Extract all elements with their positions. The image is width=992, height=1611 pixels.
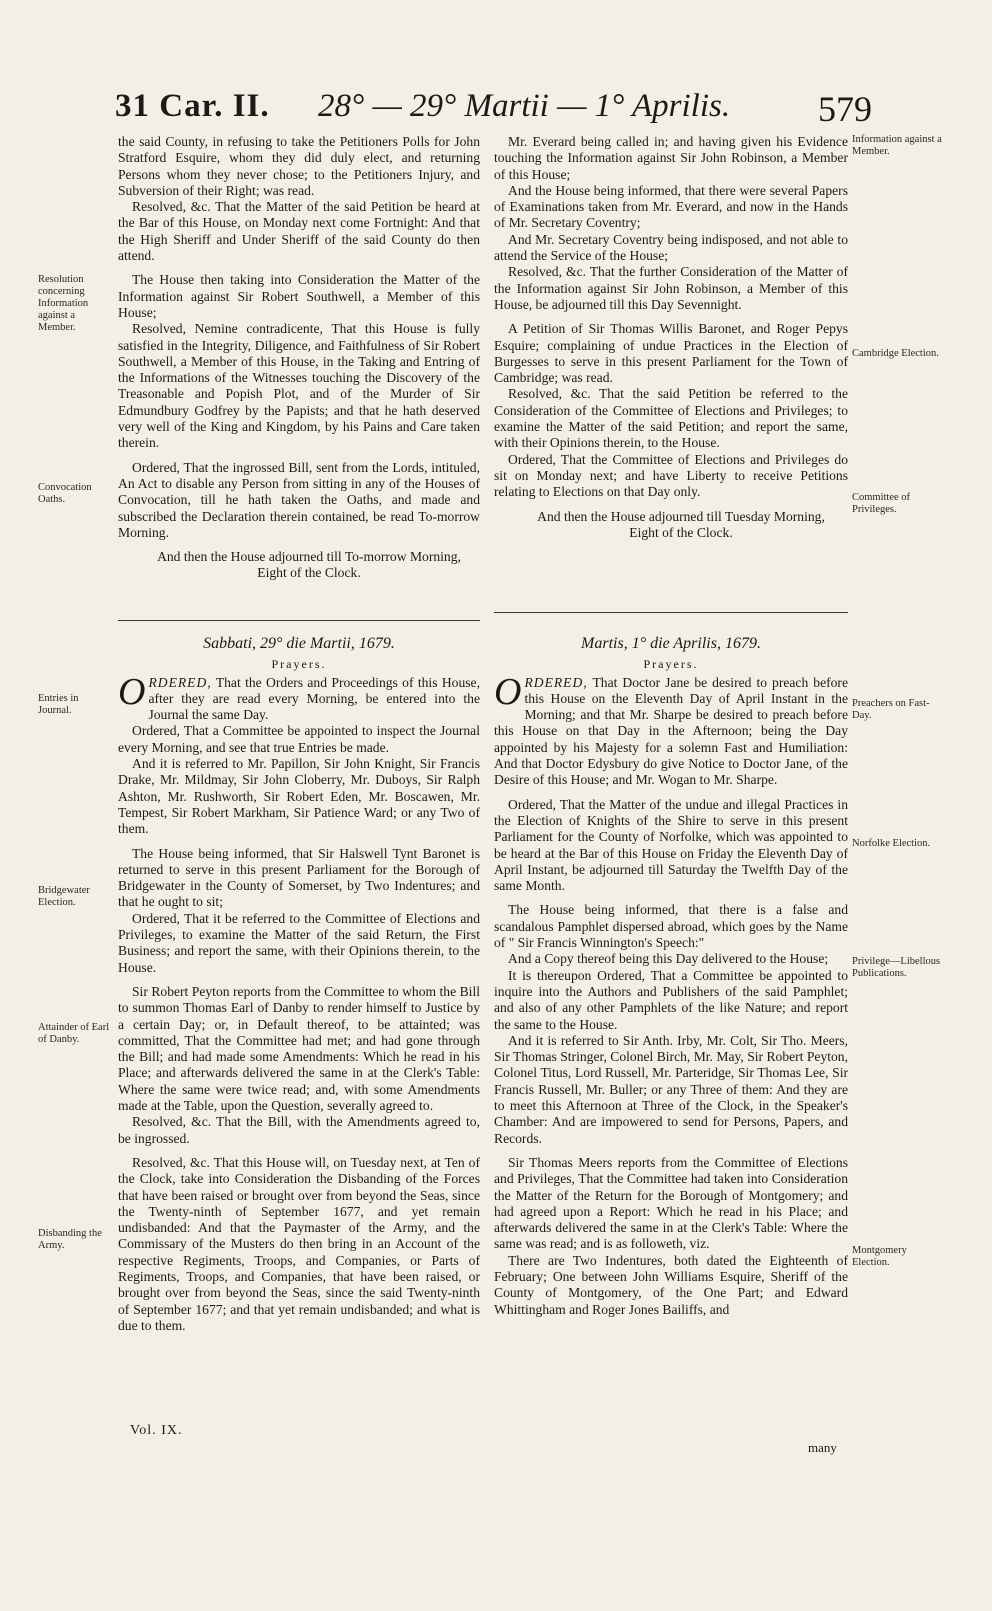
- margin-note-southwell: Resolution concerning Information against a Member.: [38, 274, 89, 333]
- margin-note-norfolke: Norfolke Election.: [852, 838, 931, 849]
- catchword: many: [808, 1440, 837, 1455]
- margin-note-bridgewater: Bridgewater Election.: [38, 885, 90, 908]
- margin-note-montgomery: Montgomery Election.: [852, 1245, 907, 1268]
- paragraph: Resolved, &c. That the said Petition be referred to the Consideration of the Committee of Elections and Privileges; to examine the Matter of the said Petition; and report the same, with their Opinions therein, to the House.: [494, 386, 848, 451]
- paragraph: Resolved, &c. That the further Consideration of the Matter of the Information against Sir John Robinson, a Member of this House, be adjourned till this Day Sevennight.: [494, 264, 848, 312]
- margin-note-journal: Entries in Journal.: [38, 693, 79, 716]
- drop-lead: RDERED,: [524, 674, 588, 690]
- paragraph: And Mr. Secretary Coventry being indisposed, and not able to attend the Service of the House;: [494, 231, 848, 264]
- paragraph: The House then taking into Consideration the Matter of the Information against Sir Robert Southwell, a Member of this House;: [118, 272, 480, 320]
- margin-note-cambridge: Cambridge Election.: [852, 348, 939, 359]
- drop-cap: O: [118, 670, 146, 713]
- section-rule: [494, 612, 848, 613]
- paragraph: The House being informed, that Sir Halswell Tynt Baronet is returned to serve in this present Parliament for the Borough of Bridgewater in the County of Somerset, by Two Indentures; and that he ought to sit;: [118, 845, 480, 910]
- volume-label: Vol. IX.: [130, 1423, 183, 1438]
- paragraph: Sir Robert Peyton reports from the Committee to whom the Bill to summon Thomas Earl of Danby to render himself to Justice by a certain Day; or, in Default thereof, to be attainted; was committed, That the Committee had met; and had gone through the Bill; and had made some Amendments: Which he read in his Place; and afterwards delivered the same in at the Clerk's Table: Where the same were twice read; and, with some Amendments made at the Table, upon the Question, severally agreed to.: [118, 983, 480, 1114]
- margin-note-robinson: Information against a Member.: [852, 134, 942, 157]
- left-column-bottom: [118, 630, 480, 1334]
- paragraph: And it is referred to Mr. Papillon, Sir John Knight, Sir Francis Drake, Mr. Mildmay, Sir John Cloberry, Mr. Duboys, Sir Ralph Ashton, Mr. Rushworth, Sir Robert Eden, Mr. Boscawen, Mr. Tempest, Sir Robert Markham, Sir Patience Ward; or any Two of them.: [118, 756, 480, 837]
- paragraph: Resolved, &c. That this House will, on Tuesday next, at Ten of the Clock, take into Consideration the Disbanding of the Forces that have been raised or brought over from beyond the Seas, since the Twenty-ninth of September 1677, and yet remain undisbanded: And that the Paymaster of the Army, and the Commissary of the Musters do then bring in an Account of the respective Regiments, Troops, and Companies, or Parts of Regiments, Troops, and Companies, that have been raised, or brought over from beyond the Seas, since the said Twenty-ninth of September 1677; and that yet remain undisbanded; and what is due to them.: [118, 1154, 480, 1333]
- margin-note-privileges: Committee of Privileges.: [852, 492, 911, 515]
- day-heading: Martis, 1° die Aprilis, 1679.: [581, 635, 761, 652]
- adjournment-note: And then the House adjourned till Tuesday Morning, Eight of the Clock.: [537, 508, 825, 540]
- paragraph: Resolved, &c. That the Bill, with the Amendments agreed to, be ingrossed.: [118, 1114, 480, 1146]
- margin-note-preachers: Preachers on Fast-Day.: [852, 698, 930, 721]
- drop-cap: O: [494, 670, 522, 713]
- right-column-top: [494, 134, 848, 541]
- paragraph: [118, 670, 480, 724]
- left-column-top: [118, 134, 480, 582]
- paragraph: Resolved, &c. That the Matter of the said Petition be heard at the Bar of this House, on Monday next come Fortnight: And that the High Sheriff and Under Sheriff of the said County do then attend.: [118, 199, 480, 264]
- right-column-bottom: [494, 630, 848, 1318]
- margin-note-army: Disbanding the Army.: [38, 1228, 102, 1251]
- paragraph: Mr. Everard being called in; and having given his Evidence touching the Information against Sir John Robinson, a Member of this House;: [494, 134, 848, 182]
- paragraph: Ordered, That the Matter of the undue and illegal Practices in the Election of Knights of the Shire to serve in this present Parliament for the County of Norfolke, which was appointed to be heard at the Bar of this House on Friday the Eleventh Day of April Instant, be adjourned till Saturday the Twelfth Day of the same Month.: [494, 796, 848, 894]
- paragraph: It is thereupon Ordered, That a Committee be appointed to inquire into the Authors and Publishers of the said Pamphlet; and also of any other Pamphlets of the like Nature; and report the same to the House.: [494, 967, 848, 1032]
- paragraph: Resolved, Nemine contradicente, That this House is fully satisfied in the Integrity, Diligence, and Faithfulness of Sir Robert Southwell, a Member of this House, in the Taking and Entring of the Informations of the Witnesses touching the Discovery of the Treasonable and Popish Plot, and of the Murder of Sir Edmundbury Godfrey by the Papists; and that he hath deserved very well of the King and Kingdom, by his Pains and Care taken therein.: [118, 321, 480, 451]
- paragraph-text: That Doctor Jane be desired to preach before this House on the Eleventh Day of April Instant in the Morning; and that Mr. Sharpe be desired to preach before this House on that Day in the Afternoon; being the Day appointed by his Majesty for a solemn Fast and Humiliation: And that Doctor Edysbury do give Notice to Doctor Jane, of the Desire of this House; and Mr. Wogan to Mr. Sharpe.: [494, 674, 848, 788]
- adjournment-note: And then the House adjourned till To-morrow Morning, Eight of the Clock.: [157, 549, 461, 581]
- paragraph: And the House being informed, that there were several Papers of Examinations taken from Mr. Everard, and now in the Hands of Mr. Secretary Coventry;: [494, 182, 848, 231]
- session-header: 31 Car. II.: [115, 88, 270, 124]
- paragraph: And a Copy thereof being this Day delivered to the House;: [508, 951, 829, 967]
- paragraph: Ordered, That it be referred to the Committee of Elections and Privileges, to examine the Matter of the said Return, the First Business; and report the same, with their Opinions therein, to the House.: [118, 910, 480, 975]
- dates-header: 28° — 29° Martii — 1° Aprilis.: [318, 88, 731, 124]
- paragraph-text: That the Orders and Proceedings of this House, after they are read every Morning, be entered into the Journal the same Day.: [148, 674, 480, 723]
- drop-lead: RDERED,: [148, 674, 212, 690]
- paragraph: Ordered, That the Committee of Elections and Privileges do sit on Monday next; and have Liberty to receive Petitions relating to Elections on that Day only.: [494, 451, 848, 500]
- margin-note-convocation: Convocation Oaths.: [38, 482, 92, 505]
- paragraph: Ordered, That a Committee be appointed to inspect the Journal every Morning, and see that true Entries be made.: [118, 723, 480, 755]
- section-rule: [118, 620, 480, 621]
- paragraph: The House being informed, that there is a false and scandalous Pamphlet dispersed abroad, which goes by the Name of " Sir Francis Winnington's Speech:": [494, 902, 848, 951]
- prayers-label: Prayers.: [643, 657, 699, 672]
- day-heading: Sabbati, 29° die Martii, 1679.: [203, 635, 395, 652]
- paragraph: Sir Thomas Meers reports from the Committee of Elections and Privileges, That the Committee had taken into Consideration the Matter of the Return for the Borough of Montgomery; and had agreed upon a Report: Which he read in his Place; and afterwards delivered the same in at the Clerk's Table: Where the same was read; and is as followeth, viz.: [494, 1154, 848, 1252]
- margin-note-libel: Privilege—Libellous Publications.: [852, 956, 941, 979]
- page-number: 579: [818, 89, 872, 129]
- prayers-label: Prayers.: [271, 657, 327, 672]
- margin-note-danby: Attainder of Earl of Danby.: [38, 1022, 110, 1045]
- paragraph: And it is referred to Sir Anth. Irby, Mr. Colt, Sir Tho. Meers, Sir Thomas Stringer, Colonel Birch, Mr. May, Sir Robert Peyton, Colonel Titus, Lord Russell, Mr. Parteridge, Sir Thomas Lee, Sir Francis Russell, Mr. Buller; or any Three of them: And they are to meet this Afternoon at Three of the Clock, in the Speaker's Chamber: And are impowered to send for Persons, Papers, and Records.: [494, 1032, 849, 1146]
- paragraph: the said County, in refusing to take the Petitioners Polls for John Stratford Esquire, whom they did duly elect, and returning Persons whom they never chose; to the Petitioners Injury, and Subversion of their Right; was read.: [118, 134, 480, 198]
- paragraph: Ordered, That the ingrossed Bill, sent from the Lords, intituled, An Act to disable any Person from sitting in any of the Houses of Convocation, till he hath taken the Oaths, and made and subscribed the Declaration therein contained, be read To-morrow Morning.: [118, 459, 480, 540]
- paragraph: A Petition of Sir Thomas Willis Baronet, and Roger Pepys Esquire; complaining of undue Practices in the Election of Burgesses to serve in this present Parliament for the Town of Cambridge; was read.: [494, 321, 848, 386]
- paragraph: There are Two Indentures, both dated the Eighteenth of February; One between John Williams Esquire, Sheriff of the County of Montgomery, of the One Part; and Edward Whittingham and Roger Jones Bailiffs, and: [494, 1252, 848, 1317]
- paragraph: [494, 670, 848, 789]
